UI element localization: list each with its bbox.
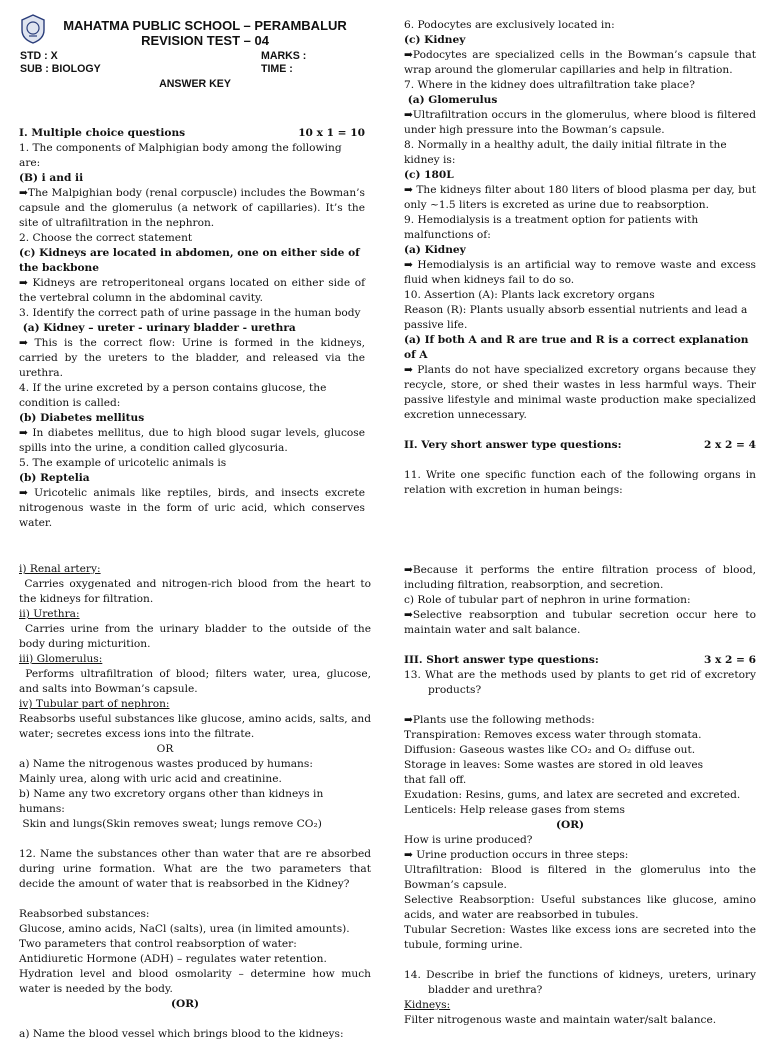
marks-label: MARKS : — [261, 50, 307, 62]
text-line: Carries oxygenated and nitrogen-rich blood from the heart to the kidneys for filtration. — [19, 578, 375, 605]
time-label: TIME : — [261, 63, 293, 75]
text-line: ➡ Plants do not have specialized excretory organs because they recycle, store, or shed their wastes in less harmful ways. Their passive lifestyle and minimal waste production make specialized excretion unnecessary. — [404, 364, 760, 421]
text-line: 10. Assertion (A): Plants lack excretory organs — [404, 289, 655, 301]
test-title: REVISION TEST – 04 — [141, 33, 269, 48]
spacer — [404, 423, 756, 438]
text-line: 6. Podocytes are exclusively located in: — [404, 19, 615, 31]
section-heading — [404, 438, 756, 453]
subject-label: SUB : BIOLOGY — [20, 63, 101, 75]
section-heading — [404, 653, 756, 668]
subheading: i) Renal artery: — [19, 563, 101, 575]
text-line: that fall off. — [404, 774, 467, 786]
text-line: a) Name the nitrogenous wastes produced by humans: — [19, 758, 313, 770]
text-line: ➡ Hemodialysis is an artificial way to remove waste and excess fluid when kidneys fail to do so. — [404, 259, 760, 286]
text-line: Antidiuretic Hormone (ADH) – regulates water retention. — [19, 953, 327, 965]
text-line: ➡Podocytes are specialized cells in the Bowman’s capsule that wrap around the glomerular capillaries and help in filtration. — [404, 49, 760, 76]
subheading: Kidneys: — [404, 999, 451, 1011]
or-divider: (OR) — [170, 998, 200, 1010]
text-line: ➡ The kidneys filter about 180 liters of blood plasma per day, but only ~1.5 liters is excreted as urine due to reabsorption. — [404, 184, 760, 211]
section-marks: 10 x 1 = 10 — [298, 127, 365, 139]
text-line: Reason (R): Plants usually absorb essential nutrients and lead a passive life. — [404, 304, 751, 331]
text-line: Exudation: Resins, gums, and latex are secreted and excreted. — [404, 789, 741, 801]
text-line: Storage in leaves: Some wastes are stored in old leaves — [404, 759, 704, 771]
text-line: Diffusion: Gaseous wastes like CO₂ and O₂ diffuse out. — [404, 744, 696, 756]
text-line: Mainly urea, along with uric acid and creatinine. — [19, 773, 282, 785]
text-line: 9. Hemodialysis is a treatment option for patients with malfunctions of: — [404, 214, 702, 241]
text-line: 7. Where in the kidney does ultrafiltration take place? — [404, 79, 695, 91]
text-line: ➡Selective reabsorption and tubular secretion occur here to maintain water and salt balance. — [404, 609, 760, 636]
text-line: Carries urine from the urinary bladder to the outside of the body during micturition. — [19, 623, 375, 650]
text-line: 12. Name the substances other than water that are re absorbed during urine formation. What are the two parameters that decide the amount of water that is reabsorbed in the Kidney? — [19, 848, 375, 890]
spacer — [19, 1012, 371, 1027]
right-column-top — [404, 18, 760, 498]
section-title: III. Short answer type questions: — [404, 654, 599, 666]
text-line: Hydration level and blood osmolarity – determine how much water is needed by the body. — [19, 968, 375, 995]
text-line: (c) Kidneys are located in abdomen, one on either side of the backbone — [19, 247, 364, 274]
text-line: (a) Kidney — [404, 244, 466, 256]
text-line: (c) Kidney — [404, 34, 466, 46]
text-line: a) Name the blood vessel which brings blood to the kidneys: — [19, 1028, 344, 1040]
text-line: c) Role of tubular part of nephron in urine formation: — [404, 594, 691, 606]
text-line: ➡Because it performs the entire filtration process of blood, including filtration, reabsorption, and secretion. — [404, 564, 760, 591]
left-column-bottom — [19, 562, 375, 1042]
text-line: Glucose, amino acids, NaCl (salts), urea (in limited amounts). — [19, 923, 350, 935]
text-line: ➡ Urine production occurs in three steps: — [404, 849, 629, 861]
text-line: 4. If the urine excreted by a person contains glucose, the condition is called: — [19, 382, 330, 409]
text-line: (B) i and ii — [19, 172, 84, 184]
text-line: Lenticels: Help release gases from stems — [404, 804, 625, 816]
text-line: 3. Identify the correct path of urine passage in the human body — [19, 307, 361, 319]
text-line: (c) 180L — [404, 169, 454, 181]
or-divider: (OR) — [555, 819, 585, 831]
text-line: Reabsorbs useful substances like glucose, amino acids, salts, and water; secretes excess ions into the filtrate. — [19, 713, 375, 740]
subheading: ii) Urethra: — [19, 608, 80, 620]
text-line: Selective Reabsorption: Useful substances like glucose, amino acids, and water are reabsorbed in tubules. — [404, 894, 760, 921]
spacer — [19, 832, 371, 847]
text-line: 1. The components of Malphigian body among the following are: — [19, 142, 345, 169]
spacer — [404, 453, 756, 468]
subheading: iv) Tubular part of nephron: — [19, 698, 170, 710]
spacer — [404, 638, 756, 653]
or-divider: OR — [156, 743, 174, 755]
spacer — [404, 698, 756, 713]
text-line: b) Name any two excretory organs other than kidneys in humans: — [19, 788, 327, 815]
text-line: ➡ Kidneys are retroperitoneal organs located on either side of the vertebral column in the abdominal cavity. — [19, 277, 369, 304]
text-line: 11. Write one specific function each of the following organs in relation with excretion in human beings: — [404, 469, 760, 496]
document-header — [20, 18, 390, 91]
text-line: Reabsorbed substances: — [19, 908, 150, 920]
text-line: ➡ Uricotelic animals like reptiles, birds, and insects excrete nitrogenous waste in the form of uric acid, which conserves water. — [19, 487, 369, 529]
text-line: (a) Glomerulus — [404, 94, 498, 106]
text-line: 5. The example of uricotelic animals is — [19, 457, 227, 469]
question-text: 14. Describe in brief the functions of kidneys, ureters, urinary bladder and urethra? — [404, 969, 760, 996]
text-line: 2. Choose the correct statement — [19, 232, 193, 244]
section-marks: 2 x 2 = 4 — [703, 439, 756, 451]
question-text: 13. What are the methods used by plants to get rid of excretory products? — [404, 669, 760, 696]
answer-key-label: ANSWER KEY — [159, 78, 231, 90]
text-line: Performs ultrafiltration of blood; filters water, urea, glucose, and salts into Bowman’s capsule. — [19, 668, 375, 695]
section-heading — [19, 126, 365, 141]
std-label: STD : X — [20, 50, 58, 62]
text-line: (b) Diabetes mellitus — [19, 412, 145, 424]
text-line: Two parameters that control reabsorption of water: — [19, 938, 297, 950]
text-line: ➡The Malpighian body (renal corpuscle) includes the Bowman’s capsule and the glomerulus (a network of capillaries). It’s the site of ultrafiltration in the nephron. — [19, 187, 369, 229]
text-line: 8. Normally in a healthy adult, the daily initial filtrate in the kidney is: — [404, 139, 731, 166]
text-line: ➡ In diabetes mellitus, due to high blood sugar levels, glucose spills into the urine, a condition called glycosuria. — [19, 427, 369, 454]
text-line: Tubular Secretion: Wastes like excess ions are secreted into the tubule, forming urine. — [404, 924, 760, 951]
text-line: ➡Plants use the following methods: — [404, 714, 595, 726]
right-column-bottom — [404, 563, 760, 1028]
left-column-top — [19, 126, 369, 531]
section-title: II. Very short answer type questions: — [404, 439, 622, 451]
spacer — [19, 892, 371, 907]
text-line: ➡Ultrafiltration occurs in the glomerulus, where blood is filtered under high pressure into the Bowman’s capsule. — [404, 109, 760, 136]
text-line: Skin and lungs(Skin removes sweat; lungs remove CO₂) — [19, 818, 322, 830]
text-line: Transpiration: Removes excess water through stomata. — [404, 729, 702, 741]
section-marks: 3 x 2 = 6 — [703, 654, 756, 666]
text-line: (a) If both A and R are true and R is a correct explanation of A — [404, 334, 753, 361]
text-line: Ultrafiltration: Blood is filtered in the glomerulus into the Bowman’s capsule. — [404, 864, 760, 891]
school-name: MAHATMA PUBLIC SCHOOL – PERAMBALUR — [63, 18, 347, 33]
spacer — [404, 953, 756, 968]
text-line: How is urine produced? — [404, 834, 533, 846]
text-line: ➡ This is the correct flow: Urine is formed in the kidneys, carried by the ureters to the bladder, and released via the urethra. — [19, 337, 369, 379]
text-line: Filter nitrogenous waste and maintain water/salt balance. — [404, 1014, 717, 1026]
text-line: (b) Reptelia — [19, 472, 90, 484]
section-title: I. Multiple choice questions — [19, 127, 186, 139]
subheading: iii) Glomerulus: — [19, 653, 103, 665]
text-line: (a) Kidney – ureter - urinary bladder - urethra — [19, 322, 296, 334]
